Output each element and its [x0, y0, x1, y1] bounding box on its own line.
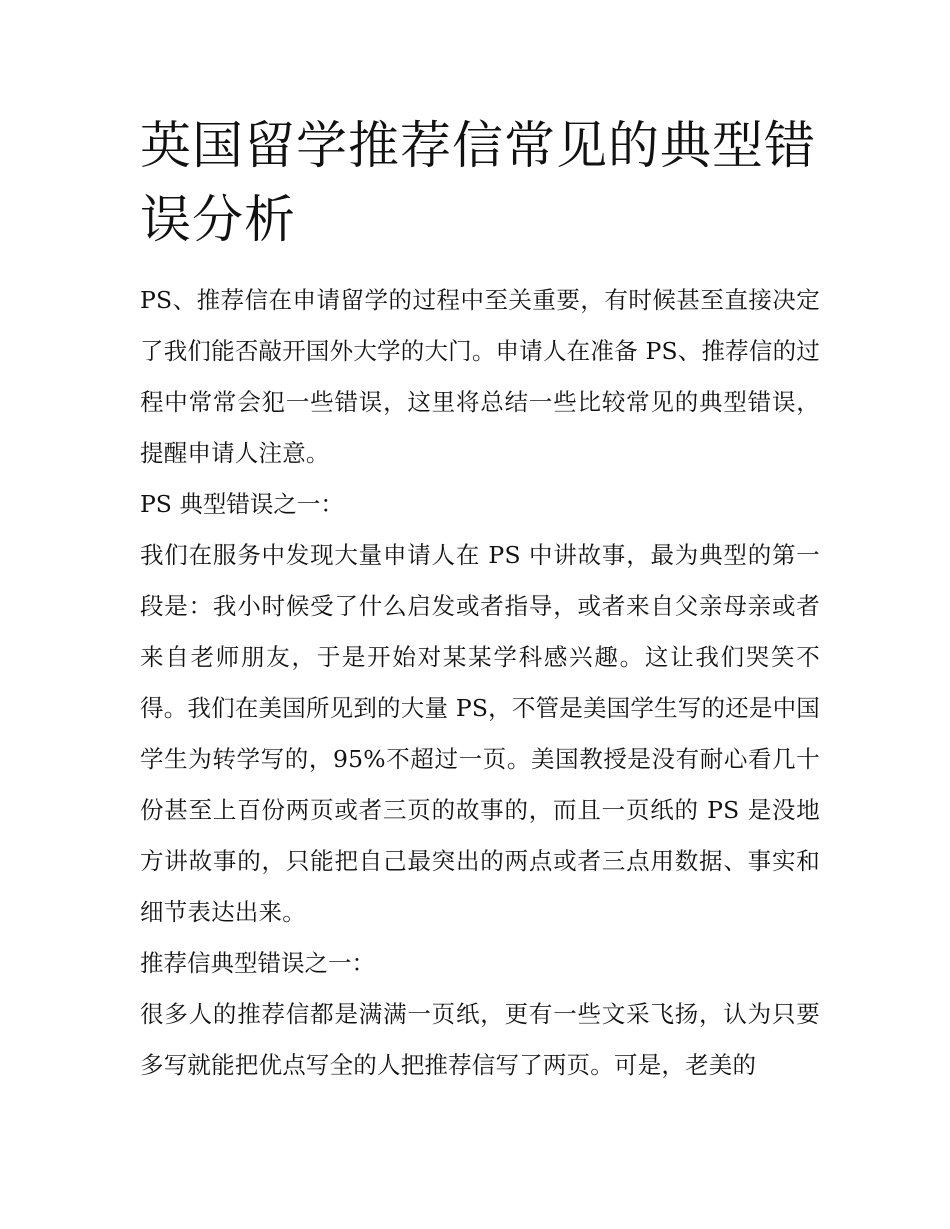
document-title: 英国留学推荐信常见的典型错误分析	[140, 117, 817, 250]
document-body	[140, 110, 820, 1091]
ps-error-heading: PS 典型错误之一：	[140, 490, 344, 518]
ps-error-paragraph: 我们在服务中发现大量申请人在 PS 中讲故事，最为典型的第一段是：我小时候受了什么启发或者指导，或者来自父亲母亲或者来自老师朋友，于是开始对某某学科感兴趣。这让我们哭笑不得。我们在美国所见到的大量 PS，不管是美国学生写的还是中国学生为转学写的，95%不超过一页。美国教授是没有耐心看几十份甚至上百份两页或者三页的故事的，而且一页纸的 PS 是没地方讲故事的，只能把自己最突出的两点或者三点用数据、事实和细节表达出来。	[140, 541, 820, 926]
recommendation-error-paragraph: 很多人的推荐信都是满满一页纸，更有一些文采飞扬，认为只要多写就能把优点写全的人把推荐信写了两页。可是，老美的	[140, 1000, 820, 1079]
intro-paragraph: PS、推荐信在申请留学的过程中至关重要，有时候甚至直接决定了我们能否敲开国外大学的大门。申请人在准备 PS、推荐信的过程中常常会犯一些错误，这里将总结一些比较常见的典型错误，提醒申请人注意。	[140, 286, 820, 467]
recommendation-error-heading: 推荐信典型错误之一：	[140, 949, 375, 977]
